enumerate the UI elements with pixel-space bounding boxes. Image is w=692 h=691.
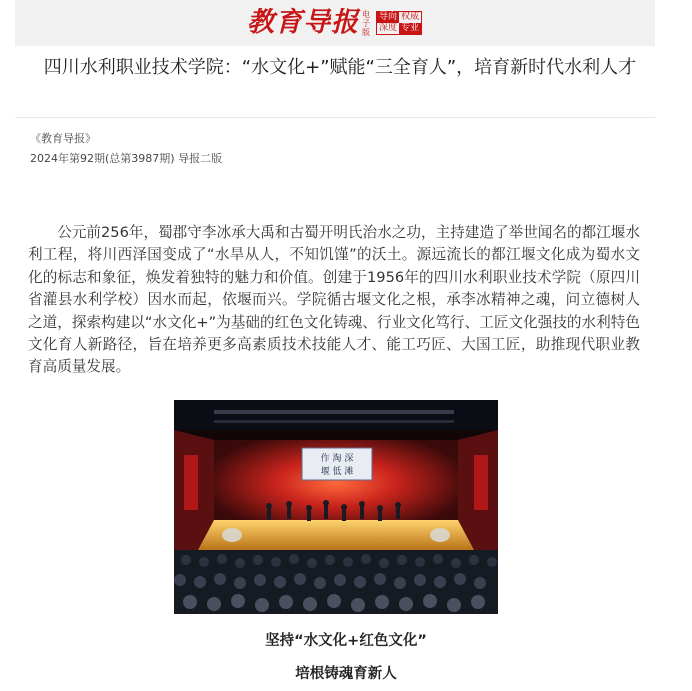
logo-edition: 电子版 [362, 9, 370, 37]
svg-text:作 淘 深: 作 淘 深 [320, 454, 354, 464]
logo-tags [376, 11, 422, 35]
article-source: 《教育导报》 [30, 132, 96, 145]
masthead [15, 0, 655, 46]
logo-tag: 导向 [379, 12, 398, 22]
photo-caption-line2: 培根铸魂育新人 [295, 666, 397, 682]
logo-tag: 深度 [379, 23, 398, 33]
divider [15, 117, 655, 118]
article-issue: 2024年第92期(总第3987期) 导报二版 [30, 152, 223, 165]
photo-caption-line1: 坚持“水文化+红色文化” [265, 633, 427, 649]
article-paragraph: 公元前256年，蜀郡守李冰承大禹和古蜀开明氏治水之功，主持建造了举世闻名的都江堰水利工程，将川西泽国变成了“水旱从人，不知饥馑”的沃土。源远流长的都江堰文化成为蜀水文化的标志和象征，焕发着独特的魅力和价值。创建于1956年的四川水利职业技术学院（原四川省灌县水利学校）因水而起，依堰而兴。学院循古堰文化之根，承李冰精神之魂，问立德树人之道，探索构建以“水文化+”为基础的红色文化铸魂、行业文化笃行、工匠文化强技的水利特色文化育人新路径，旨在培养更多高素质技术技能人才、能工巧匠、大国工匠，助推现代职业教育高质量发展。 [28, 224, 640, 376]
article-photo [174, 400, 498, 614]
logo-tag: 专业 [401, 23, 420, 33]
logo-tag: 权威 [401, 12, 420, 22]
svg-text:堰 低 滩: 堰 低 滩 [320, 467, 354, 477]
newspaper-logo[interactable] [247, 8, 422, 38]
article-title: 四川水利职业技术学院：“水文化+”赋能“三全育人”，培育新时代水利人才 [43, 57, 637, 78]
logo-text: 教育导报 [247, 7, 359, 38]
stage-performance-image [174, 400, 498, 614]
